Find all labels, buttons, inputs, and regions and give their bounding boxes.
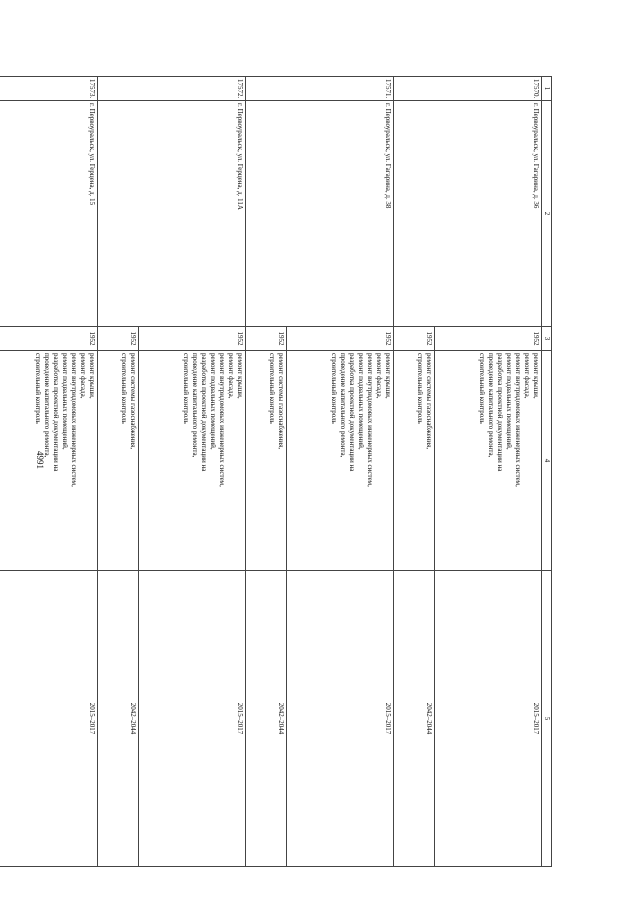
repair-work-item: ремонт фасада, (523, 353, 531, 399)
table-body (0, 77, 542, 867)
repair-work-item: ремонт крыши, (532, 353, 540, 399)
repair-work-item: ремонт внутридомовых инженерных систем, (70, 353, 78, 487)
repair-work-item: строительный контроль (120, 353, 128, 424)
repair-work-item: проведение капитального ремонта, (487, 353, 495, 458)
repair-work-item: ремонт подвальных помещений, (209, 353, 217, 450)
column-header: 4 (542, 351, 552, 571)
repair-work-item: строительный контроль (330, 353, 338, 424)
repair-work-item: ремонт подвальных помещений, (357, 353, 365, 450)
repair-work-item: ремонт внутридомовых инженерных систем, (218, 353, 226, 487)
build-year: 1952 (394, 327, 435, 351)
repair-work-item: ремонт подвальных помещений, (505, 353, 513, 450)
repair-work-item: проведение капитального ремонта, (43, 353, 51, 458)
repair-period: 2042–2044 (98, 571, 139, 867)
repair-work-item: ремонт внутридомовых инженерных систем, (514, 353, 522, 487)
repair-works (394, 351, 435, 571)
record-number: 17573. (0, 77, 98, 101)
column-header: 5 (542, 571, 552, 867)
repair-work-item: ремонт системы газоснабжения, (129, 353, 137, 450)
repair-work-item: проведение капитального ремонта, (191, 353, 199, 458)
build-year: 1952 (139, 327, 246, 351)
record-number: 17570. (394, 77, 542, 101)
repair-work-item: строительный контроль (416, 353, 424, 424)
table-row-main (139, 77, 246, 867)
record-number: 17572. (98, 77, 246, 101)
repair-period: 2015–2017 (435, 571, 542, 867)
header-row (542, 77, 552, 867)
record-address: г. Первоуральск, ул. Гагарина, д. 38 (246, 101, 394, 327)
repair-work-item: ремонт крыши, (384, 353, 392, 399)
repair-period: 2042–2044 (394, 571, 435, 867)
repair-work-item: строительный контроль (478, 353, 486, 424)
repair-work-item: ремонт фасада, (375, 353, 383, 399)
repair-works (139, 351, 246, 571)
repair-work-item: ремонт внутридомовых инженерных систем, (366, 353, 374, 487)
repair-works (287, 351, 394, 571)
repair-work-item: ремонт фасада, (79, 353, 87, 399)
capital-repair-table (0, 76, 552, 867)
build-year: 1952 (246, 327, 287, 351)
repair-work-item: разработка проектной документации на (52, 353, 60, 472)
build-year: 1952 (435, 327, 542, 351)
repair-works (246, 351, 287, 571)
build-year: 1952 (0, 327, 98, 351)
record-address: г. Первоуральск, ул. Герцена, д. 11А (98, 101, 246, 327)
record-number: 17571. (246, 77, 394, 101)
repair-work-item: ремонт подвальных помещений, (61, 353, 69, 450)
repair-work-item: разработка проектной документации на (496, 353, 504, 472)
repair-work-item: ремонт фасада, (227, 353, 235, 399)
repair-work-item: проведение капитального ремонта, (339, 353, 347, 458)
table-row-main (287, 77, 394, 867)
repair-work-item: строительный контроль (268, 353, 276, 424)
repair-work-item: ремонт системы газоснабжения, (425, 353, 433, 450)
repair-work-item: ремонт крыши, (236, 353, 244, 399)
repair-period: 2015–2017 (0, 571, 98, 867)
build-year: 1952 (98, 327, 139, 351)
repair-works (435, 351, 542, 571)
table-row-main (435, 77, 542, 867)
repair-work-item: ремонт крыши, (88, 353, 96, 399)
repair-work-item: строительный контроль (34, 353, 42, 424)
page-number-text: 4991 (35, 451, 45, 469)
repair-works (0, 351, 98, 571)
table-row-main (0, 77, 98, 867)
build-year: 1952 (287, 327, 394, 351)
repair-period: 2015–2017 (287, 571, 394, 867)
repair-period: 2015–2017 (139, 571, 246, 867)
record-address: г. Первоуральск, ул. Гагарина, д. 36 (394, 101, 542, 327)
repair-work-item: строительный контроль (182, 353, 190, 424)
repair-work-item: ремонт системы газоснабжения, (277, 353, 285, 450)
column-header: 2 (542, 101, 552, 327)
column-header: 1 (542, 77, 552, 101)
repair-works (98, 351, 139, 571)
repair-work-item: разработка проектной документации на (348, 353, 356, 472)
column-header: 3 (542, 327, 552, 351)
repair-work-item: разработка проектной документации на (200, 353, 208, 472)
repair-period: 2042–2044 (246, 571, 287, 867)
record-address: г. Первоуральск, ул. Герцена, д. 15 (0, 101, 98, 327)
